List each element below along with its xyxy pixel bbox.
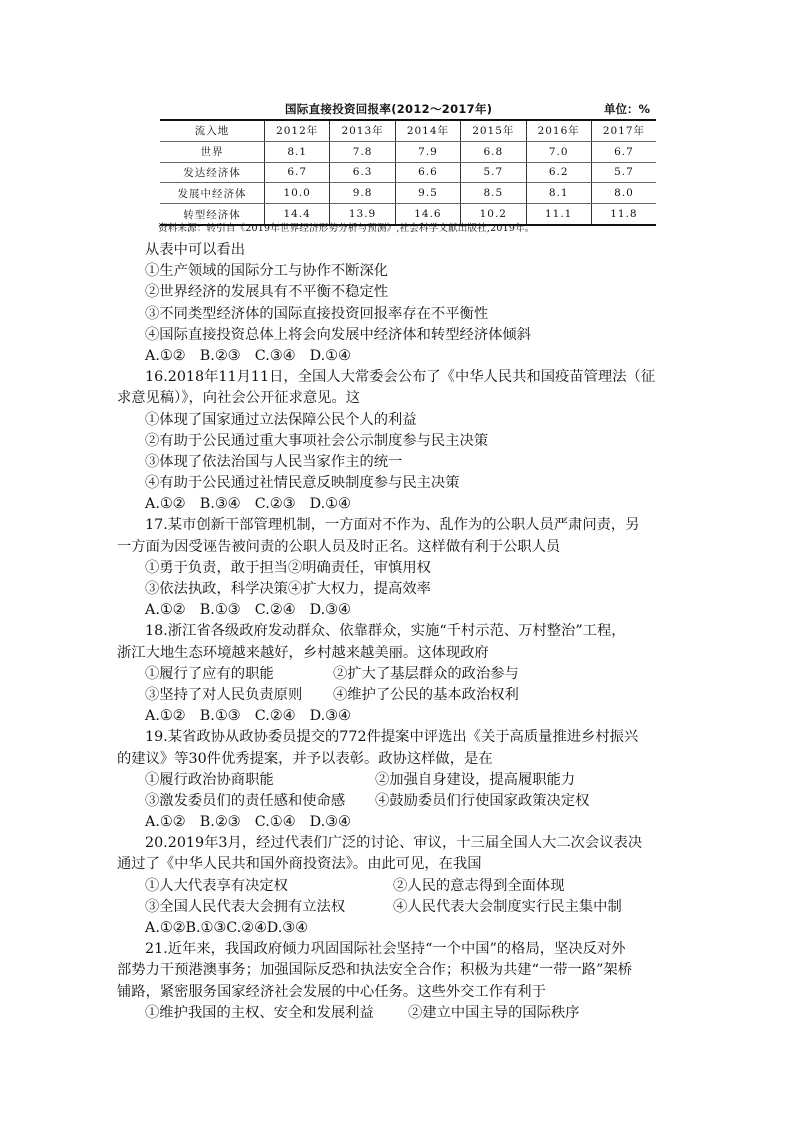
q15-choices: A.①② B.②③ C.③④ D.①④ — [145, 347, 351, 364]
q16-stem-line-2: 求意见稿）》，向社会公开征求意见。这 — [117, 390, 361, 407]
investment-return-table — [160, 119, 656, 226]
q21-stem-line-2: 部势力干预港澳事务；加强国际反恐和执法安全合作；积极为共建“一带一路”架桥 — [117, 962, 633, 979]
table-cell: 8.0 — [591, 183, 656, 204]
column-header: 2017年 — [591, 120, 656, 141]
q16-option-4: ④有助于公民通过社情民意反映制度参与民主决策 — [145, 475, 460, 492]
table-cell: 世界 — [160, 141, 265, 162]
table-cell: 13.9 — [330, 204, 395, 225]
table-cell: 11.1 — [526, 204, 591, 225]
q19-option-3: ③激发委员们的责任感和使命感 — [145, 792, 346, 809]
q18-option-1: ①履行了应有的职能 — [145, 665, 274, 682]
q18-options-3-4 — [145, 685, 665, 706]
table-row — [160, 183, 656, 204]
q18-stem-line-2: 浙江大地生态环境越来越好，乡村越来越美丽。这体现政府 — [117, 644, 489, 661]
column-header: 流入地 — [160, 120, 265, 141]
q18-option-2: ②扩大了基层群众的政治参与 — [333, 665, 519, 682]
q16-stem-line-1: 16.2018年11月11日，全国人大常委会公布了《中华人民共和国疫苗管理法（征 — [145, 369, 656, 386]
table-cell: 6.7 — [265, 162, 330, 183]
q20-option-4: ④人民代表大会制度实行民主集中制 — [393, 898, 622, 915]
q19-options-3-4 — [145, 791, 665, 812]
q19-choices: A.①② B.②③ C.①④ D.③④ — [145, 814, 351, 831]
table-cell: 发达经济体 — [160, 162, 265, 183]
table-cell: 发展中经济体 — [160, 183, 265, 204]
q18-choices: A.①② B.①③ C.②④ D.③④ — [145, 708, 351, 725]
q20-stem-line-1: 20.2019年3月，经过代表们广泛的讨论、审议，十三届全国人大二次会议表决 — [145, 835, 643, 852]
q15-option-3: ③不同类型经济体的国际直接投资回报率存在不平衡性 — [145, 305, 489, 322]
q19-option-4: ④鼓励委员们行使国家政策决定权 — [375, 792, 590, 809]
table-cell: 6.8 — [461, 141, 526, 162]
q19-option-1: ①履行政治协商职能 — [145, 771, 274, 788]
q17-choices: A.①② B.①③ C.②④ D.③④ — [145, 602, 351, 619]
q18-option-4: ④维护了公民的基本政治权利 — [333, 686, 519, 703]
table-cell: 11.8 — [591, 204, 656, 225]
table-cell: 6.2 — [526, 162, 591, 183]
q20-option-2: ②人民的意志得到全面体现 — [393, 877, 565, 894]
table-unit: 单位：% — [603, 102, 650, 116]
q21-options-1-2 — [145, 1003, 665, 1024]
column-header: 2013年 — [330, 120, 395, 141]
table-cell: 转型经济体 — [160, 204, 265, 225]
q17-stem-line-1: 17.某市创新干部管理机制，一方面对不作为、乱作为的公职人员严肃问责，另 — [145, 517, 640, 534]
table-cell: 7.8 — [330, 141, 395, 162]
q16-option-1: ①体现了国家通过立法保障公民个人的利益 — [145, 411, 417, 428]
table-cell: 6.6 — [395, 162, 460, 183]
q16-option-2: ②有助于公民通过重大事项社会公示制度参与民主决策 — [145, 432, 489, 449]
q15-stem: 从表中可以看出 — [145, 242, 246, 258]
q18-stem-line-1: 18.浙江省各级政府发动群众、依靠群众，实施“千村示范、万村整治”工程， — [145, 623, 626, 640]
q21-option-1: ①维护我国的主权、安全和发展利益 — [145, 1004, 374, 1021]
q15-option-4: ④国际直接投资总体上将会向发展中经济体和转型经济体倾斜 — [145, 326, 532, 343]
q20-choices: A.①②B.①③C.②④D.③④ — [145, 920, 308, 936]
table-cell: 8.5 — [461, 183, 526, 204]
column-header: 2012年 — [265, 120, 330, 141]
q20-options-1-2 — [145, 876, 665, 897]
table-caption-row — [160, 101, 660, 119]
q16-choices: A.①② B.③④ C.②③ D.①④ — [145, 496, 351, 513]
table-header-row — [160, 120, 656, 141]
table-cell: 7.0 — [526, 141, 591, 162]
q15-option-1: ①生产领域的国际分工与协作不断深化 — [145, 263, 389, 280]
q21-stem-line-1: 21.近年来，我国政府倾力巩固国际社会坚持“一个中国”的格局，坚决反对外 — [145, 941, 626, 958]
q19-option-2: ②加强自身建设，提高履职能力 — [375, 771, 576, 788]
table-cell: 6.3 — [330, 162, 395, 183]
table-cell: 9.8 — [330, 183, 395, 204]
column-header: 2016年 — [526, 120, 591, 141]
table-cell: 5.7 — [461, 162, 526, 183]
q20-options-3-4 — [145, 897, 665, 918]
table-cell: 6.7 — [591, 141, 656, 162]
table-cell: 14.6 — [395, 204, 460, 225]
table-cell: 8.1 — [526, 183, 591, 204]
question-body — [117, 240, 665, 1024]
q17-stem-line-2: 一方面为因受诬告被问责的公职人员及时正名。这样做有利于公职人员 — [117, 538, 561, 555]
q15-option-2: ②世界经济的发展具有不平衡不稳定性 — [145, 284, 389, 301]
table-cell: 14.4 — [265, 204, 330, 225]
table-row — [160, 141, 656, 162]
q16-option-3: ③体现了依法治国与人民当家作主的统一 — [145, 453, 403, 470]
table-cell: 8.1 — [265, 141, 330, 162]
table-cell: 7.9 — [395, 141, 460, 162]
table-row — [160, 162, 656, 183]
q21-stem-line-3: 铺路，紧密服务国家经济社会发展的中心任务。这些外交工作有利于 — [117, 983, 546, 1000]
table-source-note: 资料来源：转引自《2019年世界经济形势分析与预测》,社会科学文献出版社,2019年。 — [158, 223, 535, 234]
q20-option-1: ①人大代表享有决定权 — [145, 877, 288, 894]
table-caption: 国际直接投资回报率(2012～2017年) — [285, 102, 493, 116]
column-header: 2014年 — [395, 120, 460, 141]
q21-option-2: ②建立中国主导的国际秩序 — [408, 1004, 580, 1021]
table-cell: 5.7 — [591, 162, 656, 183]
q17-options-1-2: ①勇于负责，敢于担当②明确责任，审慎用权 — [145, 559, 431, 576]
q18-option-3: ③坚持了对人民负责原则 — [145, 686, 303, 703]
q17-options-3-4: ③依法执政，科学决策④扩大权力，提高效率 — [145, 581, 431, 597]
q20-stem-line-2: 通过了《中华人民共和国外商投资法》。由此可见，在我国 — [117, 856, 482, 873]
table-cell: 10.0 — [265, 183, 330, 204]
q19-options-1-2 — [145, 770, 665, 791]
table-cell: 10.2 — [461, 204, 526, 225]
column-header: 2015年 — [461, 120, 526, 141]
q18-options-1-2 — [145, 664, 665, 685]
q19-stem-line-2: 的建议》等30件优秀提案，并予以表彰。政协这样做，是在 — [117, 750, 493, 767]
q20-option-3: ③全国人民代表大会拥有立法权 — [145, 898, 346, 915]
table-cell: 9.5 — [395, 183, 460, 204]
q19-stem-line-1: 19.某省政协从政协委员提交的772件提案中评选出《关于高质量推进乡村振兴 — [145, 729, 639, 746]
